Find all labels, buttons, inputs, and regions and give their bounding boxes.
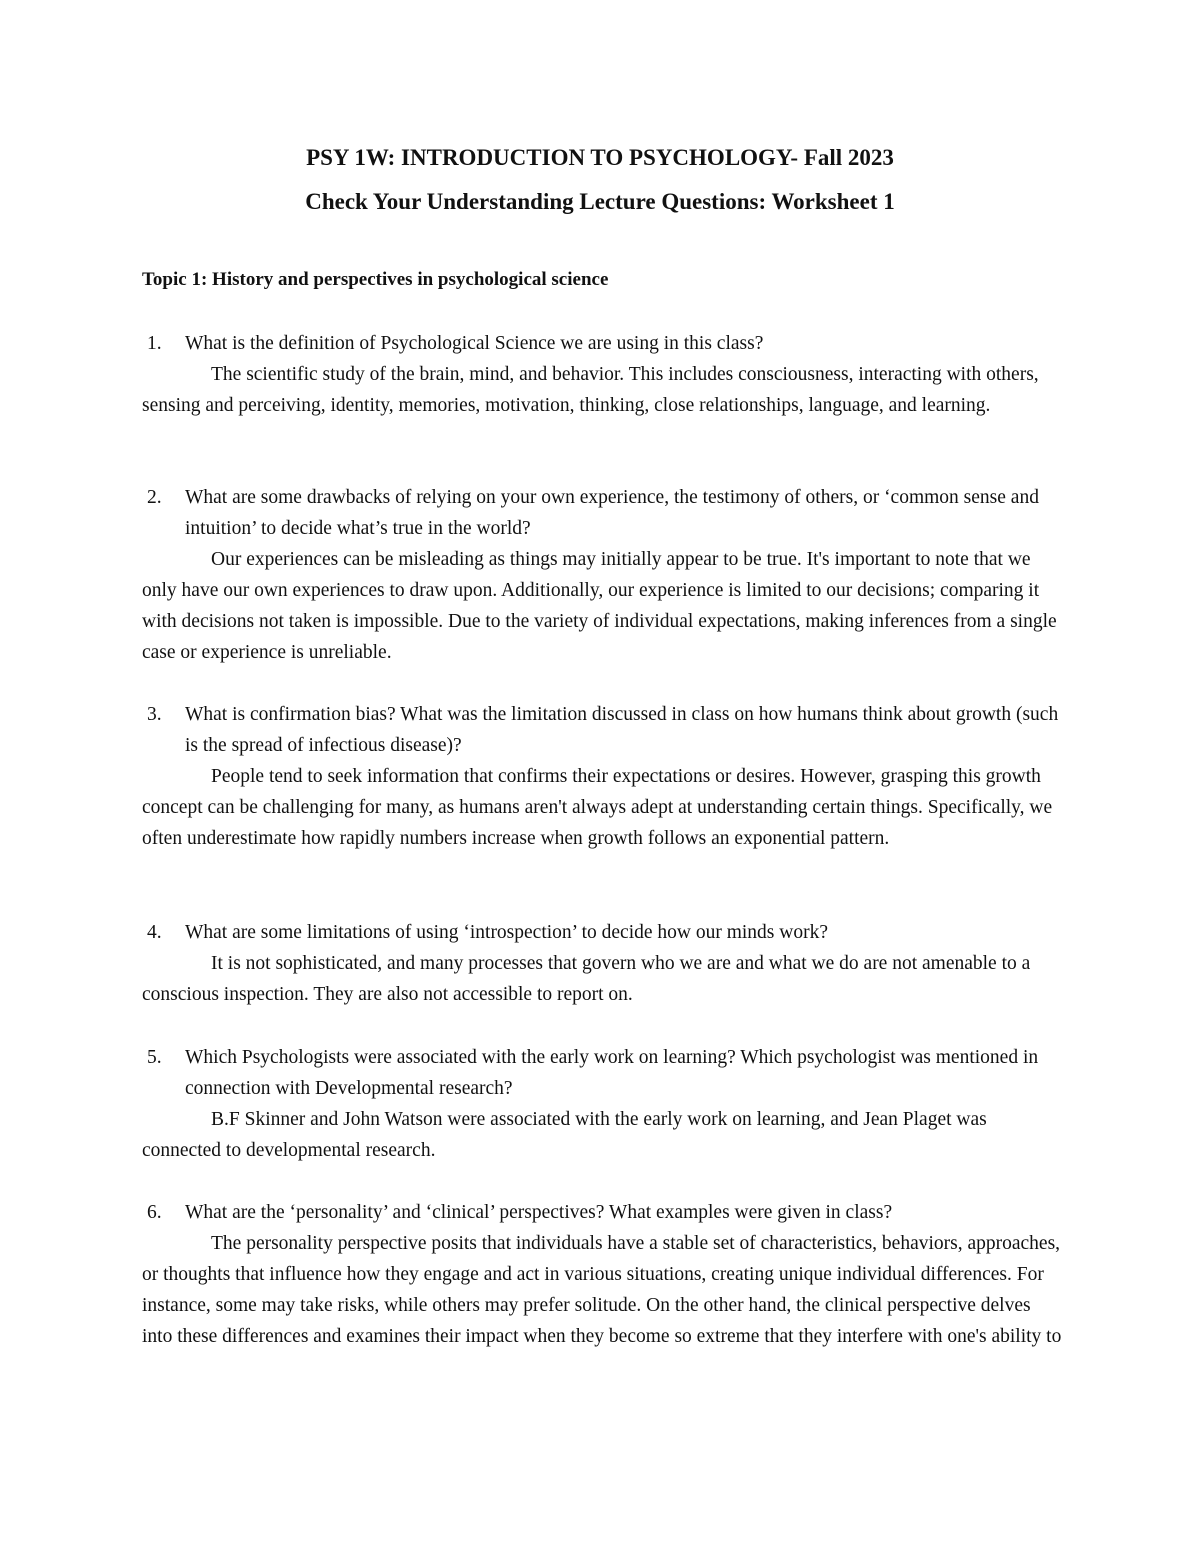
- question-text: Which Psychologists were associated with the early work on learning? Which psychologist was mentioned in connection with Developmental research?: [185, 1047, 1039, 1099]
- answer-6: The personality perspective posits that individuals have a stable set of characteristics, behaviors, approaches, or thoughts that influence how they engage and act in various situations, creating unique individual differences. For instance, some may take risks, while others may prefer solitude. On the other hand, the clinical perspective delves into these differences and examines their impact when they become so extreme that they interfere with one's ability to: [142, 1233, 1062, 1347]
- question-number: 2.: [147, 487, 162, 508]
- answer-4: It is not sophisticated, and many processes that govern who we are and what we do are not amenable to a conscious inspection. They are also not accessible to report on.: [142, 953, 1031, 1005]
- worksheet-title: Check Your Understanding Lecture Questions: Worksheet 1: [305, 189, 895, 214]
- question-2: [142, 482, 1062, 544]
- question-number: 4.: [147, 922, 162, 943]
- course-title: PSY 1W: INTRODUCTION TO PSYCHOLOGY- Fall 2023: [306, 145, 894, 170]
- question-number: 3.: [147, 704, 162, 725]
- question-number: 1.: [147, 333, 162, 354]
- question-3: [142, 699, 1062, 761]
- question-5: [142, 1042, 1062, 1104]
- question-4: [142, 917, 1062, 948]
- answer-1: The scientific study of the brain, mind, and behavior. This includes consciousness, interacting with others, sensing and perceiving, identity, memories, motivation, thinking, close relationships, language, and learning.: [142, 364, 1039, 416]
- question-block-5: [142, 1042, 1062, 1166]
- answer-3: People tend to seek information that confirms their expectations or desires. However, grasping this growth concept can be challenging for many, as humans aren't always adept at understanding certain things. Specifically, we often underestimate how rapidly numbers increase when growth follows an exponential pattern.: [142, 766, 1053, 849]
- answer-2: Our experiences can be misleading as things may initially appear to be true. It's important to note that we only have our own experiences to draw upon. Additionally, our experience is limited to our decisions; comparing it with decisions not taken is impossible. Due to the variety of individual expectations, making inferences from a single case or experience is unreliable.: [142, 549, 1057, 663]
- answer-5: B.F Skinner and John Watson were associated with the early work on learning, and Jean Plaget was connected to developmental research.: [142, 1109, 987, 1161]
- question-text: What are some limitations of using ‘introspection’ to decide how our minds work?: [185, 922, 828, 943]
- question-block-4: [142, 917, 1062, 1010]
- question-block-6: [142, 1197, 1062, 1352]
- question-block-2: [142, 482, 1062, 668]
- question-1: [142, 328, 1062, 359]
- question-block-1: [142, 328, 1062, 421]
- topic-heading: Topic 1: History and perspectives in psychological science: [142, 269, 609, 290]
- question-text: What are the ‘personality’ and ‘clinical’ perspectives? What examples were given in class?: [185, 1202, 893, 1223]
- question-6: [142, 1197, 1062, 1228]
- question-number: 6.: [147, 1202, 162, 1223]
- question-text: What is the definition of Psychological Science we are using in this class?: [185, 333, 764, 354]
- question-text: What are some drawbacks of relying on your own experience, the testimony of others, or ‘common sense and intuition’ to decide what’s true in the world?: [185, 487, 1039, 539]
- question-number: 5.: [147, 1047, 162, 1068]
- question-block-3: [142, 699, 1062, 854]
- question-text: What is confirmation bias? What was the limitation discussed in class on how humans think about growth (such is the spread of infectious disease)?: [185, 704, 1059, 756]
